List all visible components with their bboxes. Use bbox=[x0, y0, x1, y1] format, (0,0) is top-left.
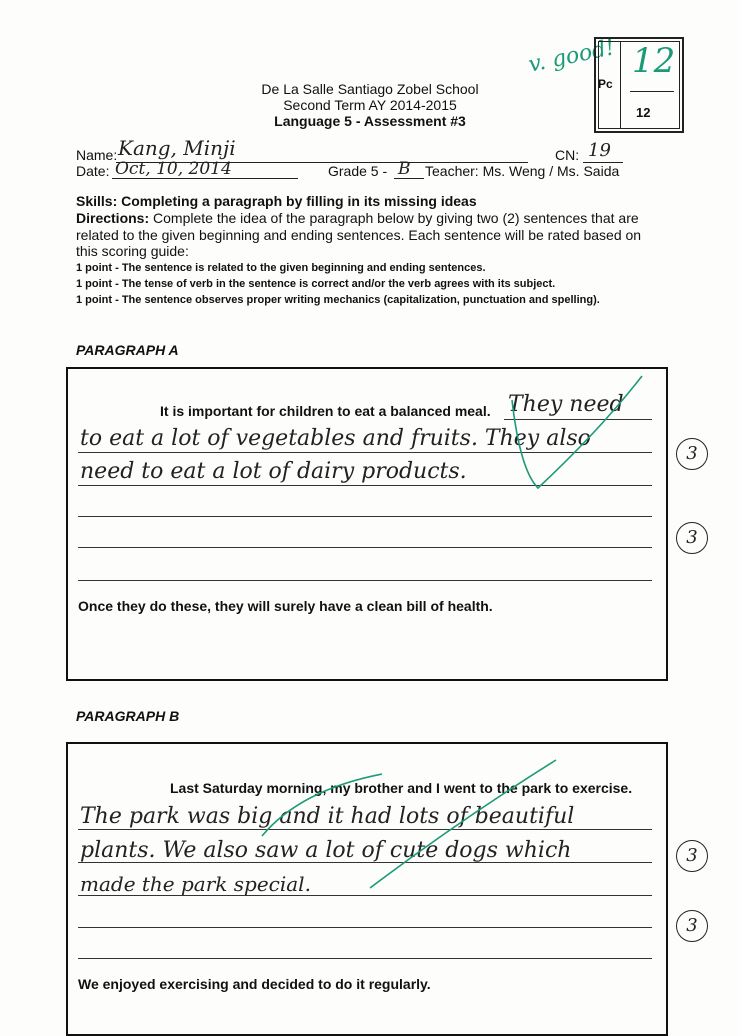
score-circle: 3 bbox=[676, 522, 708, 554]
paragraph-a-ending: Once they do these, they will surely have a clean bill of health. bbox=[78, 598, 493, 614]
school-name: De La Salle Santiago Zobel School bbox=[261, 81, 479, 97]
answer-line bbox=[78, 895, 652, 896]
cn-value: 19 bbox=[588, 140, 611, 161]
score-box-divider bbox=[620, 42, 621, 128]
paragraph-b-answer-1: The park was big and it had lots of beautiful bbox=[80, 804, 575, 829]
answer-line bbox=[78, 547, 652, 548]
score-circle: 3 bbox=[676, 910, 708, 942]
grade-section: B bbox=[398, 159, 411, 179]
directions-label: Directions: bbox=[76, 210, 150, 226]
answer-line bbox=[78, 829, 652, 830]
directions bbox=[76, 210, 666, 260]
answer-line bbox=[504, 419, 652, 420]
answer-line bbox=[78, 580, 652, 581]
date-label: Date: bbox=[76, 163, 110, 179]
paragraph-a-answer-2: to eat a lot of vegetables and fruits. They also bbox=[80, 426, 591, 451]
paragraph-b-ending: We enjoyed exercising and decided to do it regularly. bbox=[78, 976, 431, 992]
cn-label: CN: bbox=[555, 147, 580, 163]
total-score: 12 bbox=[636, 105, 651, 120]
paragraph-b-answer-2: plants. We also saw a lot of cute dogs which bbox=[80, 838, 572, 863]
name-label: Name: bbox=[76, 147, 118, 163]
pc-label: Pc bbox=[598, 77, 613, 91]
grade-underline bbox=[394, 178, 424, 179]
assessment-title: Language 5 - Assessment #3 bbox=[274, 113, 466, 129]
student-name: Kang, Minji bbox=[118, 136, 236, 160]
answer-line bbox=[78, 516, 652, 517]
answer-line bbox=[78, 927, 652, 928]
directions-text: Complete the idea of the paragraph below by giving two (2) sentences that are related to the given beginning and ending sentences. Each sentence will be rated based on this scoring guide: bbox=[76, 210, 642, 259]
guide-item-1: 1 point - The sentence is related to the given beginning and ending sentences. bbox=[76, 262, 486, 274]
paragraph-b-title: PARAGRAPH B bbox=[76, 708, 180, 724]
skills-line: Skills: Completing a paragraph by filling in its missing ideas bbox=[76, 193, 477, 209]
answer-line bbox=[78, 958, 652, 959]
paragraph-a-title: PARAGRAPH A bbox=[76, 342, 179, 358]
paragraph-a-answer-3: need to eat a lot of dairy products. bbox=[80, 459, 467, 484]
grade-label: Grade 5 - bbox=[328, 163, 388, 179]
score-circle: 3 bbox=[676, 438, 708, 470]
date-underline bbox=[112, 178, 298, 179]
answer-line bbox=[78, 862, 652, 863]
teacher-label: Teacher: Ms. Weng / Ms. Saida bbox=[425, 163, 620, 179]
paragraph-b-beginning: Last Saturday morning, my brother and I went to the park to exercise. bbox=[170, 780, 633, 796]
paragraph-a-beginning: It is important for children to eat a balanced meal. bbox=[160, 403, 491, 419]
paragraph-b-answer-3: made the park special. bbox=[80, 872, 311, 896]
guide-item-3: 1 point - The sentence observes proper writing mechanics (capitalization, punctuation and spelling). bbox=[76, 294, 600, 306]
score-circle: 3 bbox=[676, 840, 708, 872]
guide-item-2: 1 point - The tense of verb in the sentence is correct and/or the verb agrees with its subject. bbox=[76, 278, 556, 290]
score-box bbox=[594, 37, 684, 133]
handwritten-score: 12 bbox=[632, 41, 676, 81]
date-value: Oct, 10, 2014 bbox=[115, 159, 232, 179]
term-label: Second Term AY 2014-2015 bbox=[283, 97, 457, 113]
paragraph-a-answer-1: They need bbox=[508, 392, 624, 417]
answer-line bbox=[78, 485, 652, 486]
answer-line bbox=[78, 452, 652, 453]
score-fraction-line bbox=[630, 91, 674, 92]
teacher-remark: v. good! bbox=[526, 35, 617, 78]
